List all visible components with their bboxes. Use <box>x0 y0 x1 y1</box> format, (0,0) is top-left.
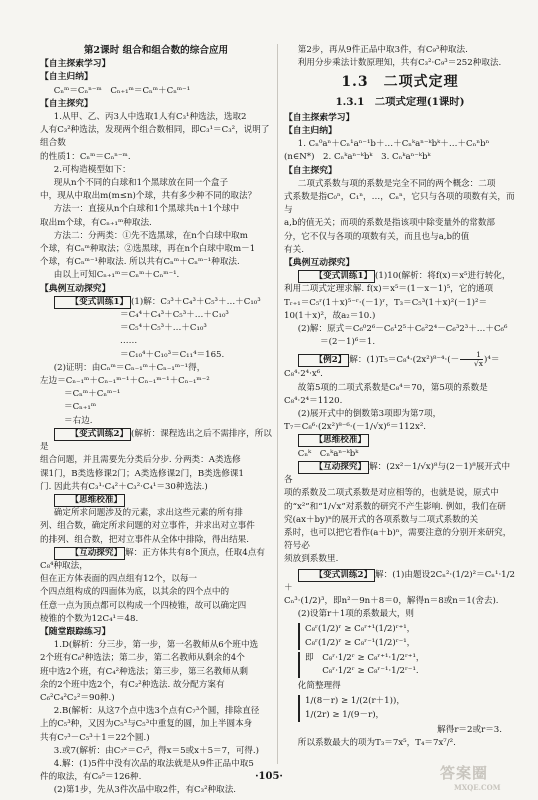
formula-line: ＝C₅⁴＋C₅³＋…＋C₁₀³ <box>120 323 207 334</box>
text-line: 所以系数最大的项为T₃＝7x⁵，T₄＝7x⁷/². <box>297 737 456 748</box>
text-line: 件的取法，有C₉⁵＝126种. <box>40 772 142 783</box>
text-line: (2)证明：由Cₙᵐ＝Cₙ₋₁ᵐ＋Cₙ₋₁ᵐ⁻¹得， <box>53 362 206 373</box>
section-heading: 【典例互动探究】 <box>284 258 355 269</box>
text-line: 的“x²”和“1/√x”对系数的研究不产生影响. 例如，我们在研 <box>284 501 506 512</box>
text-line: 解：正方体共有8个顶点，任取4点有C₈⁴种取法， <box>40 547 265 571</box>
formula-line: 1/(8－r) ≥ 1/(2(r＋1))， <box>305 696 405 707</box>
text-line: 解：(2x²－1/√x)⁸与(2－1)⁸展开式中各 <box>284 461 511 486</box>
text-line: 究(ax＋by)ⁿ的展开式的各项系数与二项式系数的关 <box>284 514 479 525</box>
inequality-system <box>298 695 516 721</box>
text-line: 解：(1)由题设2Cₙ²·(1/2)²＝Cₙ¹·1/2＋ <box>284 569 516 593</box>
subsection-title: 1.3.1 二项式定理(1课时) <box>335 95 465 108</box>
section-heading: 【自主探索学习】 <box>40 59 111 70</box>
fraction: $\frac{1}{√x}$ <box>460 351 483 368</box>
formula-line: (2)解：原式＝C₆⁰2⁶－C₆¹2⁵＋C₆²2⁴－C₆³2³＋…＋C₆⁶ <box>297 324 508 335</box>
text-line: 项的系数及二项式系数是对应相等的，也就是说，原式中 <box>284 488 499 499</box>
label-box: 【思维校准】 <box>54 494 125 507</box>
text-line: 2.B(解析：从这7个点中选3个点有C₇³个圆，排除直径 <box>53 706 260 717</box>
formula-line: C₈ʳ(1/2)ʳ ≥ C₈ʳ⁻¹(1/2)ʳ⁻¹， <box>305 637 416 648</box>
text-line: 须放到系数里. <box>284 554 339 565</box>
text-line: 故第5项的二项式系数是C₈⁴＝70，第5项的系数是 <box>297 382 488 393</box>
text-line: 分，它不仅与各项的项数有关，而且也与a,b的值 <box>284 231 470 242</box>
formula-line: 1. Cₙ⁰aⁿ＋Cₙ¹aⁿ⁻¹b＋…＋Cₙᵏaⁿ⁻ᵏbᵏ＋…＋Cₙⁿbⁿ <box>297 139 490 150</box>
label-box: 【变式训练1】 <box>54 296 131 309</box>
text-line: 确定所求问题涉及的元素，求出这些元素的所有排 <box>53 508 243 519</box>
inequality-system <box>298 623 516 649</box>
label-box: 【变式训练2】 <box>54 428 131 441</box>
text-line: 解得r＝2或r＝3. <box>437 724 502 735</box>
text-line: 1.D(解析：分三步，第一步，第一名教师从6个班中选 <box>53 640 259 651</box>
text-line: 2.可构造模型如下： <box>53 164 131 175</box>
text-line: 解：(1)T₅＝C₈⁴·(2x²)⁸⁻⁴· <box>349 355 448 366</box>
text-line: (2)展开式中的倒数第3项即为第7项， <box>297 409 442 420</box>
text-line: 现从n个不同的白球和1个黑球放在同一个盒子 <box>53 178 229 189</box>
lesson-title: 第2课时 组合和组合数的综合应用 <box>83 45 229 56</box>
text-line: 1.从甲、乙、丙3人中选取1人有C₃¹种选法，选取2 <box>53 112 247 123</box>
section-heading: 【典例互动探究】 <box>40 283 111 294</box>
section-heading: 【随堂跟踪练习】 <box>40 626 111 637</box>
sub-heading: 【自主探究】 <box>40 98 93 109</box>
text-line: 式系数是指C₀ⁿ，C₁ⁿ，…，Cₙⁿ，它只与各项的项数有关，而与 <box>284 192 515 216</box>
watermark-logo: 答案圈 MXQE.COM <box>440 764 501 792</box>
text-line: 3.或7(解析：由C₇ˣ＝C₇⁵，得x＝5或x＋5＝7，可得.) <box>53 745 259 756</box>
text-line: (2)设第r＋1项的系数最大，则 <box>297 609 415 620</box>
formula-line: 即 C₈ʳ·1/2ʳ ≥ C₈ʳ⁺¹·1/2ʳ⁺¹， <box>305 652 425 663</box>
formula-line: Cₙᵏ Cₙᵏaⁿ⁻ᵏbᵏ <box>297 448 359 459</box>
sub-heading: 【自主探究】 <box>284 165 337 176</box>
formula-line: C₈ʳ(1/2)ʳ ≥ C₈ʳ⁺¹(1/2)ʳ⁺¹， <box>305 624 416 635</box>
text-line: (2)第1步，先从3件次品中取2件，有C₃²种取法. <box>53 785 237 796</box>
label-box: 【例2】 <box>298 354 350 367</box>
text-line: 个球，有Cₙᵐ种取法；②选黑球，再在n个白球中取m－1 <box>40 244 256 255</box>
inequality-system <box>298 652 516 678</box>
text-line: 方法一：直接从n个白球和1个黑球共n＋1个球中 <box>53 204 240 215</box>
formula-line: ＝Cₙ₊₁ᵐ <box>64 402 97 413</box>
text-line: 人有C₃²种选法，发现两个组合数相同，即C₃¹＝C₃²，说明了组合数 <box>40 125 270 149</box>
text-line: 方法二：分两类：①先不选黑球，在n个白球中取m <box>53 230 248 241</box>
text-line: (1)解：C₃³＋C₄³＋C₅³＋…＋C₁₀³ <box>131 296 261 307</box>
label-box: 【互动探究】 <box>54 547 125 560</box>
text-line: 的性质1：Cₙᵐ＝Cₙⁿ⁻ᵐ. <box>40 151 131 162</box>
section-heading: 【自主探索学习】 <box>284 112 355 123</box>
right-column: 第2步，再从9件正品中取3件，有C₉³种取法. 利用分步乘法计数原理知，共有C₃²·C₉³＝252种取法. 1.3 二项式定理 1.3.1 二项式定理(1课时) 【自主探索学习】 【自主归纳】 1. Cₙ⁰aⁿ＋Cₙ¹aⁿ⁻¹b＋…＋Cₙᵏaⁿ⁻ᵏbᵏ＋…＋Cₙⁿbⁿ (n∈N*) 2. Cₙᵏaⁿ⁻ᵏbᵏ 3. Cₙᵏaⁿ⁻ᵏbᵏ 【自主探究】 二项式系数与项的系数是完全不同的两个概念：二项 式系数是指C₀ⁿ，C₁ⁿ，…，Cₙⁿ，它只与各项的项数有关，而与 a,b的值无关；而项的系数是指该项中除变量外的常数部 分，它不仅与各项的项数有关，而且也与a,b的值 有关. 【典例互动探究】 【变式训练1】 (1)10(解析：将f(x)＝x⁵进行转化， 利用二项式定理求解. f(x)＝x⁵＝(1－x－1)⁵，它的通项 Tᵣ₊₁＝C₅ʳ(1＋x)⁵⁻ʳ·(－1)ʳ，T₃＝C₅³(1＋x)²(－1)²＝ 10(1＋x)²，故a₂＝10.) (2)解：原式＝C₆⁰2⁶－C₆¹2⁵＋C₆²2⁴－C₆³2³＋…＋C₆⁶ ＝(2－1)⁶＝1. 【例2】 解：(1)T₅＝C₈⁴·(2x²)⁸⁻⁴·(－ $\frac{1}{√x}$ )⁴＝ C₈⁴·2⁴·x⁶. 故第5项的二项式系数是C₈⁴＝70，第5项的系数是 C₈⁴·2⁴＝1120. (2)展开式中的倒数第3项即为第7项， T₇＝C₈⁶·(2x²)⁸⁻⁶·(－1/√x)⁶＝112x². 【思维校准】 Cₙᵏ Cₙᵏaⁿ⁻ᵏbᵏ 【互动探究】 解：(2x²－1/√x)⁸与(2－1)⁸展开式中各 项的系数及二项式系数是对应相等的，也就是说，原式中 的“x²”和“1/√x”对系数的研究不产生影响. 例如，我们在研 究(ax＋by)ⁿ的展开式的各项系数与二项式系数的关 系时，也可以把它看作(a＋b)ⁿ，需要注意的分别开来研究，符号必 须放到系数里. 【变式训练2】 解：(1)由题设2Cₙ²·(1/2)²＝Cₙ¹·1/2＋ Cₙ³·(1/2)³，即n²－9n＋8＝0，解得n＝8或n＝1(舍去). (2)设第r＋1项的系数最大，则 C₈ʳ(1/2)ʳ ≥ C₈ʳ⁺¹(1/2)ʳ⁺¹， C₈ʳ(1/2)ʳ ≥ C₈ʳ⁻¹(1/2)ʳ⁻¹， 即 C₈ʳ·1/2ʳ ≥ C₈ʳ⁺¹·1/2ʳ⁺¹， C₈ʳ·1/2ʳ ≥ C₈ʳ⁻¹·1/2ʳ⁻¹. 化简整理得 1/(8－r) ≥ 1/(2(r＋1))， 1/(2r) ≥ 1/(9－r)， 解得r＝2或r＝3. 所以系数最大的项为T₃＝7x⁵，T₄＝7x⁷/². <box>284 44 516 750</box>
text-line: a,b的值无关；而项的系数是指该项中除变量外的常数部 <box>284 218 496 229</box>
formula-line: 左边＝Cₙ₋₁ᵐ＋Cₙ₋₁ᵐ⁻¹＋Cₙ₋₁ᵐ⁻¹＋Cₙ₋₁ᵐ⁻² <box>40 376 210 387</box>
text-line: 化简整理得 <box>297 681 341 692</box>
formula-line: Cₙᵐ＝Cₙⁿ⁻ᵐ Cₙ₊₁ᵐ＝Cₙᵐ＋Cₙᵐ⁻¹ <box>53 85 191 96</box>
section-title: 1.3 二项式定理 <box>341 74 459 91</box>
text-line: 有关. <box>284 244 304 255</box>
text-line: 上的C₅³种，又因为C₅³与C₅³中重复的圆，加上半圆本身 <box>40 719 253 730</box>
formula-line: ＝Cₙᵐ＋Cₙᵐ⁻¹ <box>64 389 121 400</box>
text-line: 门. 因此共有C₃¹·C₄²＋C₃²·C₄¹＝30种选法.) <box>40 481 208 492</box>
text-line: 4.解：(1)5件中没有次品的取法就是从9件正品中取5 <box>53 758 254 769</box>
text-line: (1)10(解析：将f(x)＝x⁵进行转化， <box>375 271 511 282</box>
text-line: 2个班有C₆²种选法；第二步，第二名教师从剩余的4个 <box>40 653 245 664</box>
sub-heading: 【自主归纳】 <box>40 72 93 83</box>
text-line: 10(1＋x)²，故a₂＝10.) <box>284 310 376 321</box>
text-line: (解析：课程选出之后不需排序，所以是 <box>40 428 272 453</box>
text-line: 利用分步乘法计数原理知，共有C₃²·C₉³＝252种取法. <box>297 58 502 69</box>
text-line: 余的2个班中选2个，有C₂²种选法. 故分配方案有 <box>40 679 225 690</box>
text-line: 系时，也可以把它看作(a＋b)ⁿ，需要注意的分别开来研究，符号必 <box>284 527 512 552</box>
text-line: 但在正方体表面的四点组有12个，以每一 <box>40 574 198 585</box>
text-line: 二项式系数与项的系数是完全不同的两个概念：二项 <box>297 178 496 189</box>
formula-line: (n∈N*) 2. Cₙᵏaⁿ⁻ᵏbᵏ 3. Cₙᵏaⁿ⁻ᵏbᵏ <box>284 152 431 163</box>
sub-heading: 【自主归纳】 <box>284 126 337 137</box>
text-line: 列、组合数，确定所求问题的对立事件，并求出对立事件 <box>40 521 255 532</box>
text-line: 任意一点为顶点都可以构成一个四棱锥，故可以确定四 <box>40 600 247 611</box>
formula-line: Cₙ³·(1/2)³，即n²－9n＋8＝0，解得n＝8或n＝1(舍去). <box>284 595 499 606</box>
page-number: ·105· <box>255 771 283 782</box>
text-line: Tᵣ₊₁＝C₅ʳ(1＋x)⁵⁻ʳ·(－1)ʳ，T₃＝C₅³(1＋x)²(－1)²＝ <box>284 297 488 308</box>
text-line: 棱锥的个数为12C₄¹＝48. <box>40 613 139 624</box>
text-line: 班中选2个班，有C₄²种选法；第三步，第三名教师从剩 <box>40 666 248 677</box>
text-line: 第2步，再从9件正品中取3件，有C₉³种取法. <box>297 45 468 55</box>
formula-line: ＝C₁₀⁴＋C₁₀³＝C₁₁⁴＝165. <box>120 349 225 360</box>
text-line: 共有C₇³－C₅³＋1＝22个圆.) <box>40 732 150 743</box>
formula-line: C₈ʳ·1/2ʳ ≥ C₈ʳ⁻¹·1/2ʳ⁻¹. <box>305 665 419 676</box>
label-box: 【变式训练2】 <box>298 569 375 582</box>
text-line: C₆²C₄²C₂²＝90种.) <box>40 692 115 703</box>
formula-line: 1/(2r) ≥ 1/(9－r)， <box>305 709 385 720</box>
text-line: 个四点组构成的四面体为底，以其余的四个点中的 <box>40 587 230 598</box>
column-divider <box>277 44 278 764</box>
formula-line: ＝C₄⁴＋C₄³＋C₅³＋…＋C₁₀³ <box>120 310 229 321</box>
formula-line: …… <box>120 336 138 347</box>
text-line: 组合问题，并且需要先分类后分步. 分两类：A类选修 <box>40 455 241 466</box>
formula-line: ＝右边. <box>64 415 93 426</box>
text-line: 的排列、组合数，把对立事件从全体中排除，得出结果. <box>40 534 249 545</box>
text-line: 个球，有Cₙᵐ⁻¹种取法. 所以共有Cₙᵐ＋Cₙᵐ⁻¹种取法. <box>40 257 240 268</box>
label-box: 【思维校准】 <box>298 434 369 447</box>
formula-line: C₈⁴·2⁴·x⁶. <box>284 369 323 380</box>
text-line: 取出m个球，有Cₙ₊₁ᵐ种取法. <box>40 217 152 228</box>
formula-line: T₇＝C₈⁶·(2x²)⁸⁻⁶·(－1/√x)⁶＝112x². <box>284 422 427 433</box>
text-line: 利用二项式定理求解. f(x)＝x⁵＝(1－x－1)⁵，它的通项 <box>284 284 494 295</box>
label-box: 【互动探究】 <box>298 461 369 474</box>
label-box: 【变式训练1】 <box>298 270 375 283</box>
formula-line: ＝(2－1)⁶＝1. <box>320 337 376 348</box>
text-line: 中，现从中取出m(m≤n)个球，共有多少种不同的取法？ <box>40 191 257 202</box>
text-line: 由以上可知Cₙ₊₁ᵐ＝Cₙᵐ＋Cₙᵐ⁻¹. <box>53 270 180 281</box>
left-column <box>40 44 272 798</box>
formula-line: C₈⁴·2⁴＝1120. <box>284 395 343 406</box>
text-line: 课1门，B类选修课2门；A类选修课2门，B类选修课1 <box>40 468 244 479</box>
text-line: )⁴＝ <box>484 355 500 366</box>
